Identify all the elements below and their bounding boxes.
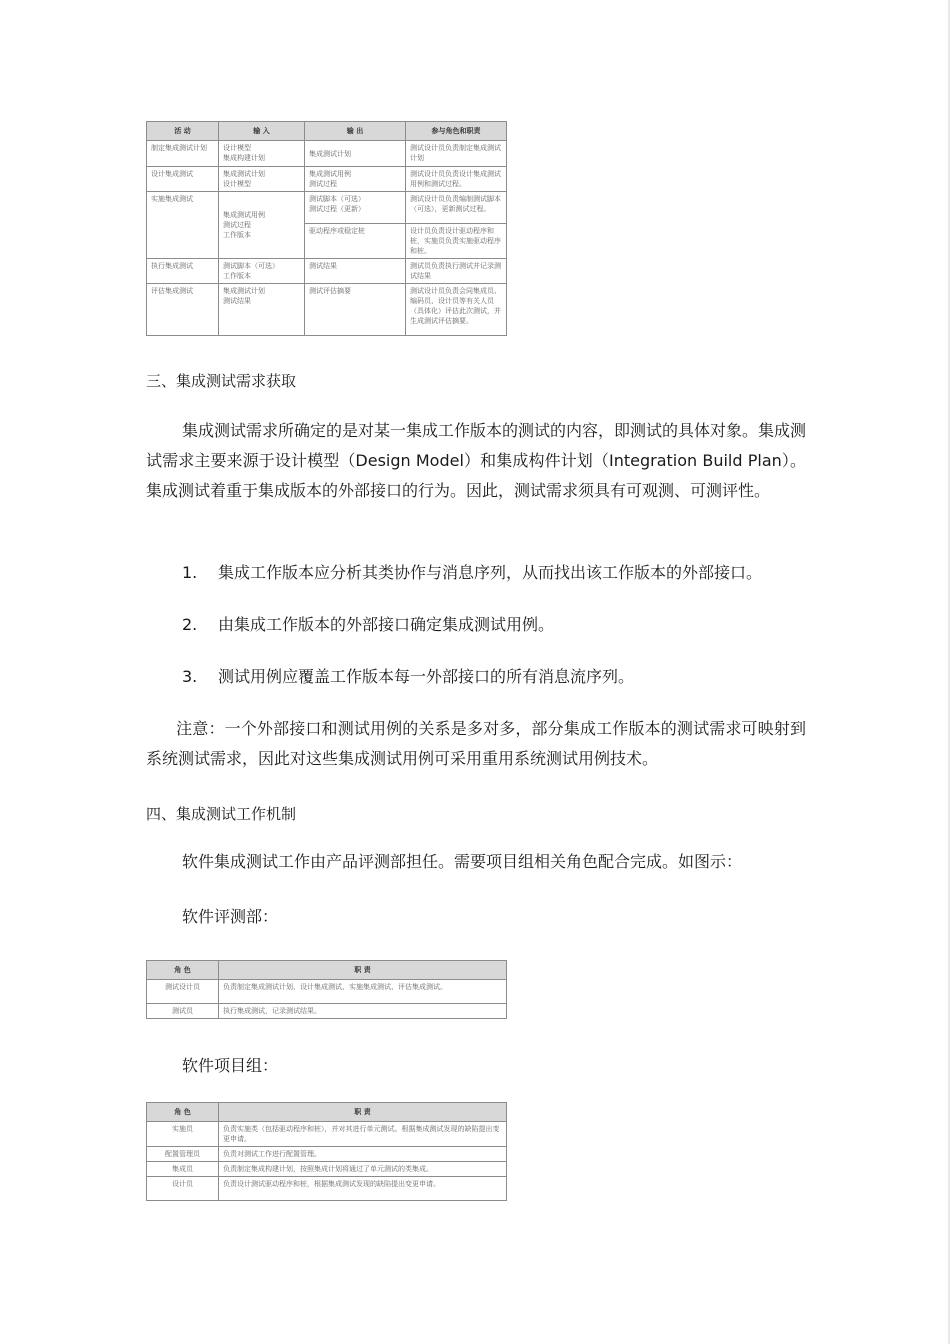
table-header-row (147, 1103, 507, 1122)
cell: 设计员 (147, 1177, 219, 1201)
cell: 集成测试计划 设计模型 (219, 167, 305, 192)
group-roles-table (146, 1102, 507, 1201)
cell: 负责制定集成构建计划，按照集成计划将通过了单元测试的类集成。 (219, 1162, 507, 1177)
cell: 实施员 (147, 1122, 219, 1147)
note-text: 注意：一个外部接口和测试用例的关系是多对多，部分集成工作版本的测试需求可映射到系统测试需求，因此对这些集成测试用例可采用重用系统测试用例技术。 (146, 719, 806, 768)
table-row (147, 1147, 507, 1162)
cell: 执行集成测试 (147, 259, 219, 284)
table-row (147, 192, 507, 224)
cell: 负责制定集成测试计划、设计集成测试、实施集成测试、评估集成测试。 (219, 980, 507, 1004)
table-row (147, 141, 507, 167)
cell: 测试设计员 (147, 980, 219, 1004)
section-3-paragraph-text: 集成测试需求所确定的是对某一集成工作版本的测试的内容，即测试的具体对象。集成测试需求主要来源于设计模型（Design Model）和集成构件计划（Integration Build Plan）。集成测试着重于集成版本的外部接口的行为。因此，测试需求须具有可观测、可测评性。 (146, 421, 807, 500)
cell: 配置管理员 (147, 1147, 219, 1162)
section-3-heading: 三、集成测试需求获取 (146, 372, 297, 390)
cell: 测试设计员负责编制测试脚本（可选），更新测试过程。 (406, 192, 507, 224)
cell: 测试设计员负责制定集成测试计划 (406, 141, 507, 167)
table-row (147, 167, 507, 192)
header-role: 角 色 (147, 961, 219, 980)
cell: 负责对测试工作进行配置管理。 (219, 1147, 507, 1162)
cell: 设计模型 集成构建计划 (219, 141, 305, 167)
section-4-paragraph: 软件集成测试工作由产品评测部担任。需要项目组相关角色配合完成。如图示： (182, 852, 743, 871)
list-item-number: 2. (182, 615, 198, 634)
cell: 测试设计员负责会同集成员、编码员、设计员等有关人员（具体化）评估此次测试，并生成测试评估摘要。 (406, 284, 507, 336)
cell: 测试评估摘要 (305, 284, 406, 336)
header-activity: 活 动 (147, 122, 219, 141)
section-4-heading: 四、集成测试工作机制 (146, 805, 297, 823)
cell: 集成测试计划 测试结果 (219, 284, 305, 336)
activity-table (146, 121, 507, 336)
cell: 设计员负责设计驱动程序和桩，实施员负责实施驱动程序和桩。 (406, 224, 507, 259)
cell: 驱动程序或稳定桩 (305, 224, 406, 259)
cell: 测试员负责执行测试并记录测试结果 (406, 259, 507, 284)
header-output: 输 出 (305, 122, 406, 141)
cell: 集成测试用例 测试过程 工作版本 (219, 192, 305, 259)
table-row (147, 1004, 507, 1019)
header-input: 输 入 (219, 122, 305, 141)
table-header-row (147, 122, 507, 141)
table-row (147, 259, 507, 284)
header-duty: 职 责 (219, 961, 507, 980)
cell: 集成员 (147, 1162, 219, 1177)
table-header-row (147, 961, 507, 980)
table-row (147, 1162, 507, 1177)
cell: 测试结果 (305, 259, 406, 284)
cell: 制定集成测试计划 (147, 141, 219, 167)
note-paragraph (146, 714, 806, 774)
list-item-text: 由集成工作版本的外部接口确定集成测试用例。 (218, 615, 555, 634)
cell: 负责设计测试驱动程序和桩，根据集成测试发现的缺陷提出变更申请。 (219, 1177, 507, 1201)
list-item (182, 613, 554, 637)
cell: 负责实施类（包括驱动程序和桩），并对其进行单元测试。根据集成测试发现的缺陷提出变更申请。 (219, 1122, 507, 1147)
table-row (147, 1122, 507, 1147)
table-row (147, 980, 507, 1004)
group-label: 软件项目组： (182, 1056, 279, 1075)
cell: 集成测试计划 (305, 141, 406, 167)
dept-label: 软件评测部： (182, 907, 279, 926)
list-item (182, 665, 634, 689)
section-3-paragraph (146, 416, 806, 506)
cell: 评估集成测试 (147, 284, 219, 336)
list-item-text: 集成工作版本应分析其类协作与消息序列，从而找出该工作版本的外部接口。 (218, 563, 763, 582)
cell: 执行集成测试，记录测试结果。 (219, 1004, 507, 1019)
table-row (147, 284, 507, 336)
cell: 测试设计员负责设计集成测试用例和测试过程。 (406, 167, 507, 192)
list-item-number: 3. (182, 667, 198, 686)
header-roles: 参与角色和职责 (406, 122, 507, 141)
list-item-number: 1. (182, 563, 198, 582)
cell: 测试脚本（可选） 测试过程（更新） (305, 192, 406, 224)
cell: 集成测试用例 测试过程 (305, 167, 406, 192)
cell: 设计集成测试 (147, 167, 219, 192)
header-duty: 职 责 (219, 1103, 507, 1122)
list-item (182, 561, 762, 585)
cell: 测试员 (147, 1004, 219, 1019)
list-item-text: 测试用例应覆盖工作版本每一外部接口的所有消息流序列。 (218, 667, 635, 686)
dept-roles-table (146, 960, 507, 1019)
header-role: 角 色 (147, 1103, 219, 1122)
cell: 测试脚本（可选） 工作版本 (219, 259, 305, 284)
cell: 实施集成测试 (147, 192, 219, 259)
table-row (147, 1177, 507, 1201)
